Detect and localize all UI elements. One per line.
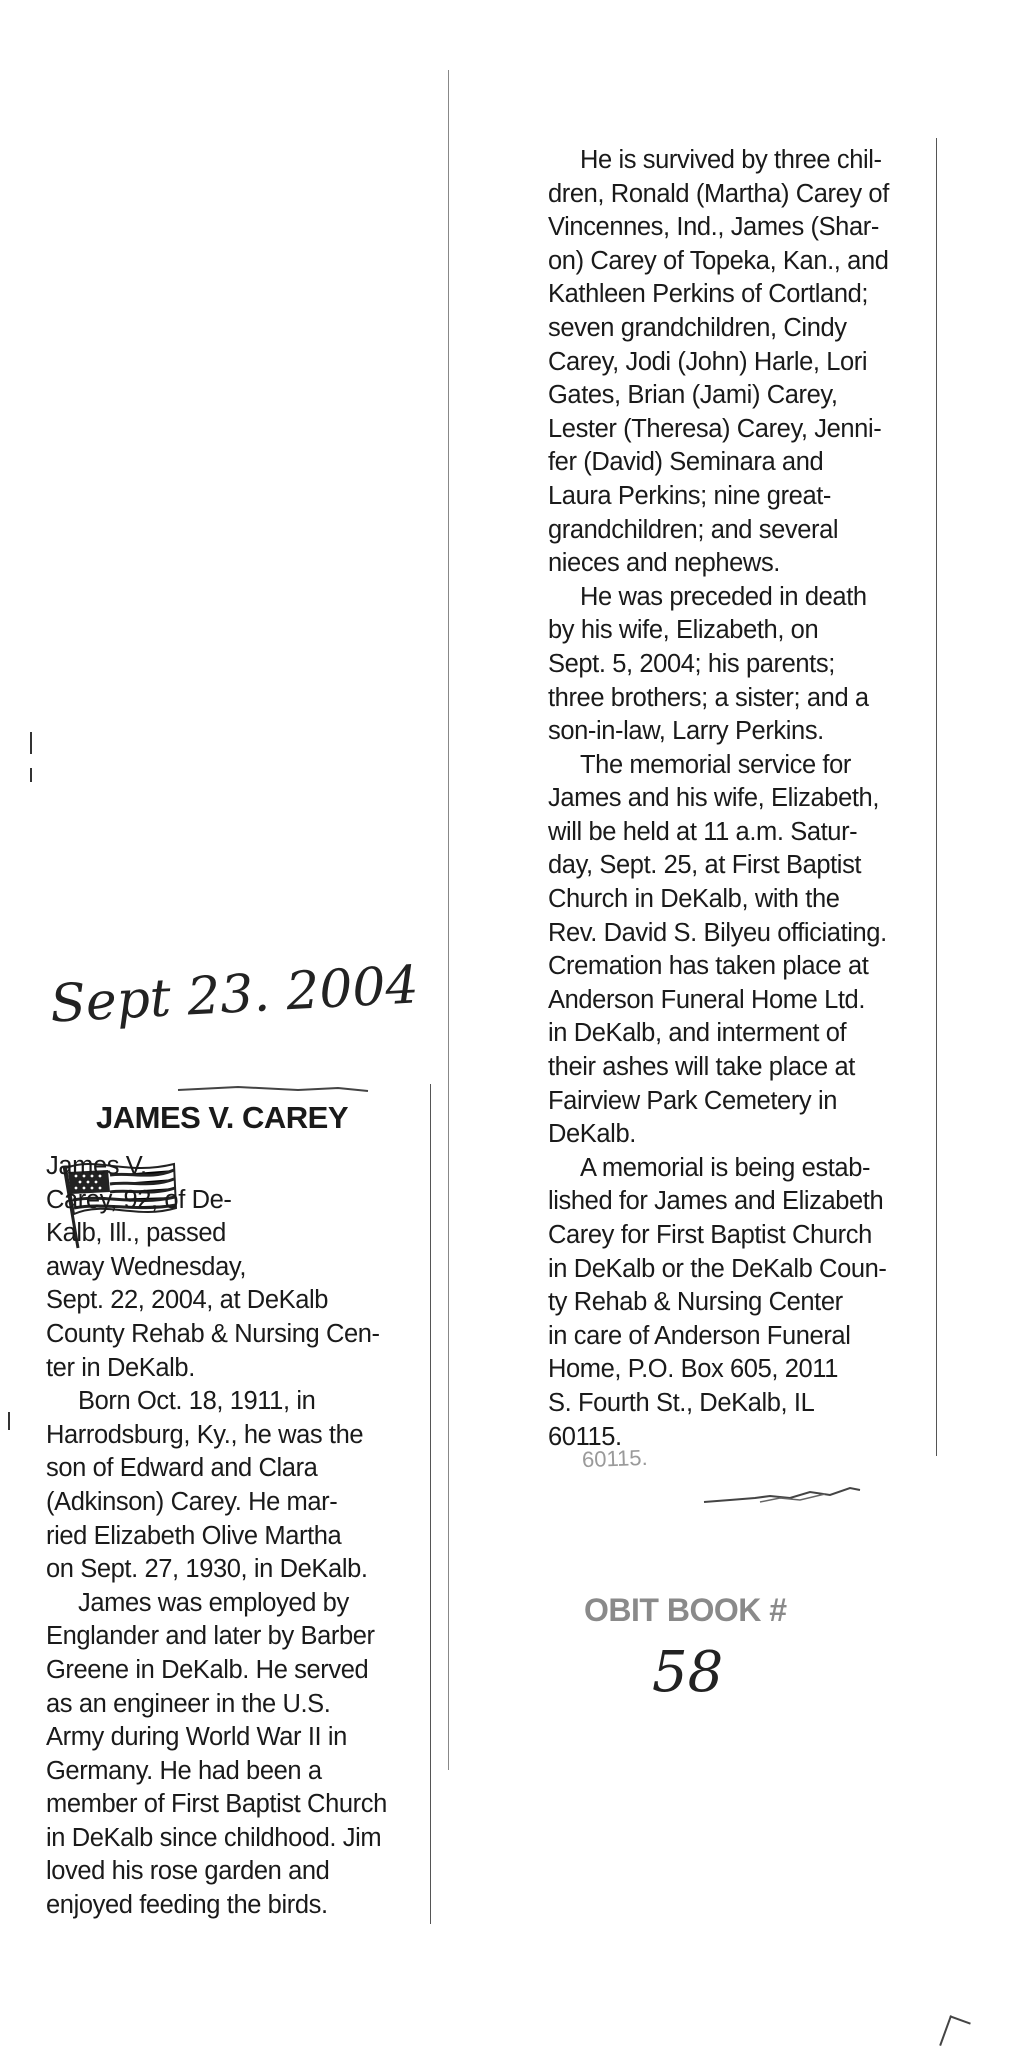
paragraph-memorial: A memorial is being estab- lished for James and Elizabeth Carey for First Baptist Church in DeKalb or the DeKalb Coun- ty Rehab & Nursing Center in care of Anderson Funeral Home, P.O. Box 605, 2011 S. Fourth St., DeKalb, IL 60115. [548,1153,887,1451]
torn-edge-scribble [700,1478,870,1518]
paragraph-preceded: He was preceded in death by his wife, Elizabeth, on Sept. 5, 2004; his parents; three brothers; a sister; and a son-in-law, Larry Perkins. [548,582,869,746]
bleed-through-zip: 60115. [581,1444,649,1473]
corner-mark [939,2015,971,2053]
paragraph-service: The memorial service for James and his wife, Elizabeth, will be held at 11 a.m. Satur- day, Sept. 25, at First Baptist Church in DeKalb, with the Rev. David S. Bilyeu officiating. Cremation has taken place at Anderson Funeral Home Ltd. in DeKalb, and interment of their ashes will take place at Fairview Park Cemetery in DeKalb. [548,750,887,1149]
left-column [46,1150,426,1923]
scan-edge-mark [30,732,32,754]
paragraph-intro: James V. Carey, 92, of De- Kalb, Ill., passed away Wednesday, Sept. 22, 2004, at DeKalb County Rehab & Nursing Cen- ter in DeKalb. [46,1152,380,1382]
scan-edge-mark [8,1412,10,1430]
scan-edge-mark [30,768,32,782]
paragraph-career: James was employed by Englander and later by Barber Greene in DeKalb. He served as an engineer in the U.S. Army during World War II in Germany. He had been a member of First Baptist Church in DeKalb since childhood. Jim loved his rose garden and enjoyed feeding the birds. [46,1588,387,1920]
paragraph-birth: Born Oct. 18, 1911, in Harrodsburg, Ky., he was the son of Edward and Clara (Adkinson) Carey. He mar- ried Elizabeth Olive Martha on Sept. 27, 1930, in DeKalb. [46,1387,368,1584]
obit-book-number: 58 [652,1640,724,1705]
handwritten-date: Sept 23. 2004 [48,955,420,1035]
scan-edge-line [448,70,449,1770]
right-column [548,144,932,1454]
obit-book-stamp: OBIT BOOK # [584,1592,787,1628]
clipping-top-edge [38,1084,430,1098]
paragraph-survivors: He is survived by three chil- dren, Ronald (Martha) Carey of Vincennes, Ind., James (Shar- on) Carey of Topeka, Kan., and Kathleen Perkins of Cortland; seven grandchildren, Cindy Carey, Jodi (John) Harle, Lori Gates, Brian (Jami) Carey, Lester (Theresa) Carey, Jenni- fer (David) Seminara and Laura Perkins; nine great- grandchildren; and several nieces and nephews. [548,146,889,578]
obituary-headline: JAMES V. CAREY [96,1100,348,1135]
